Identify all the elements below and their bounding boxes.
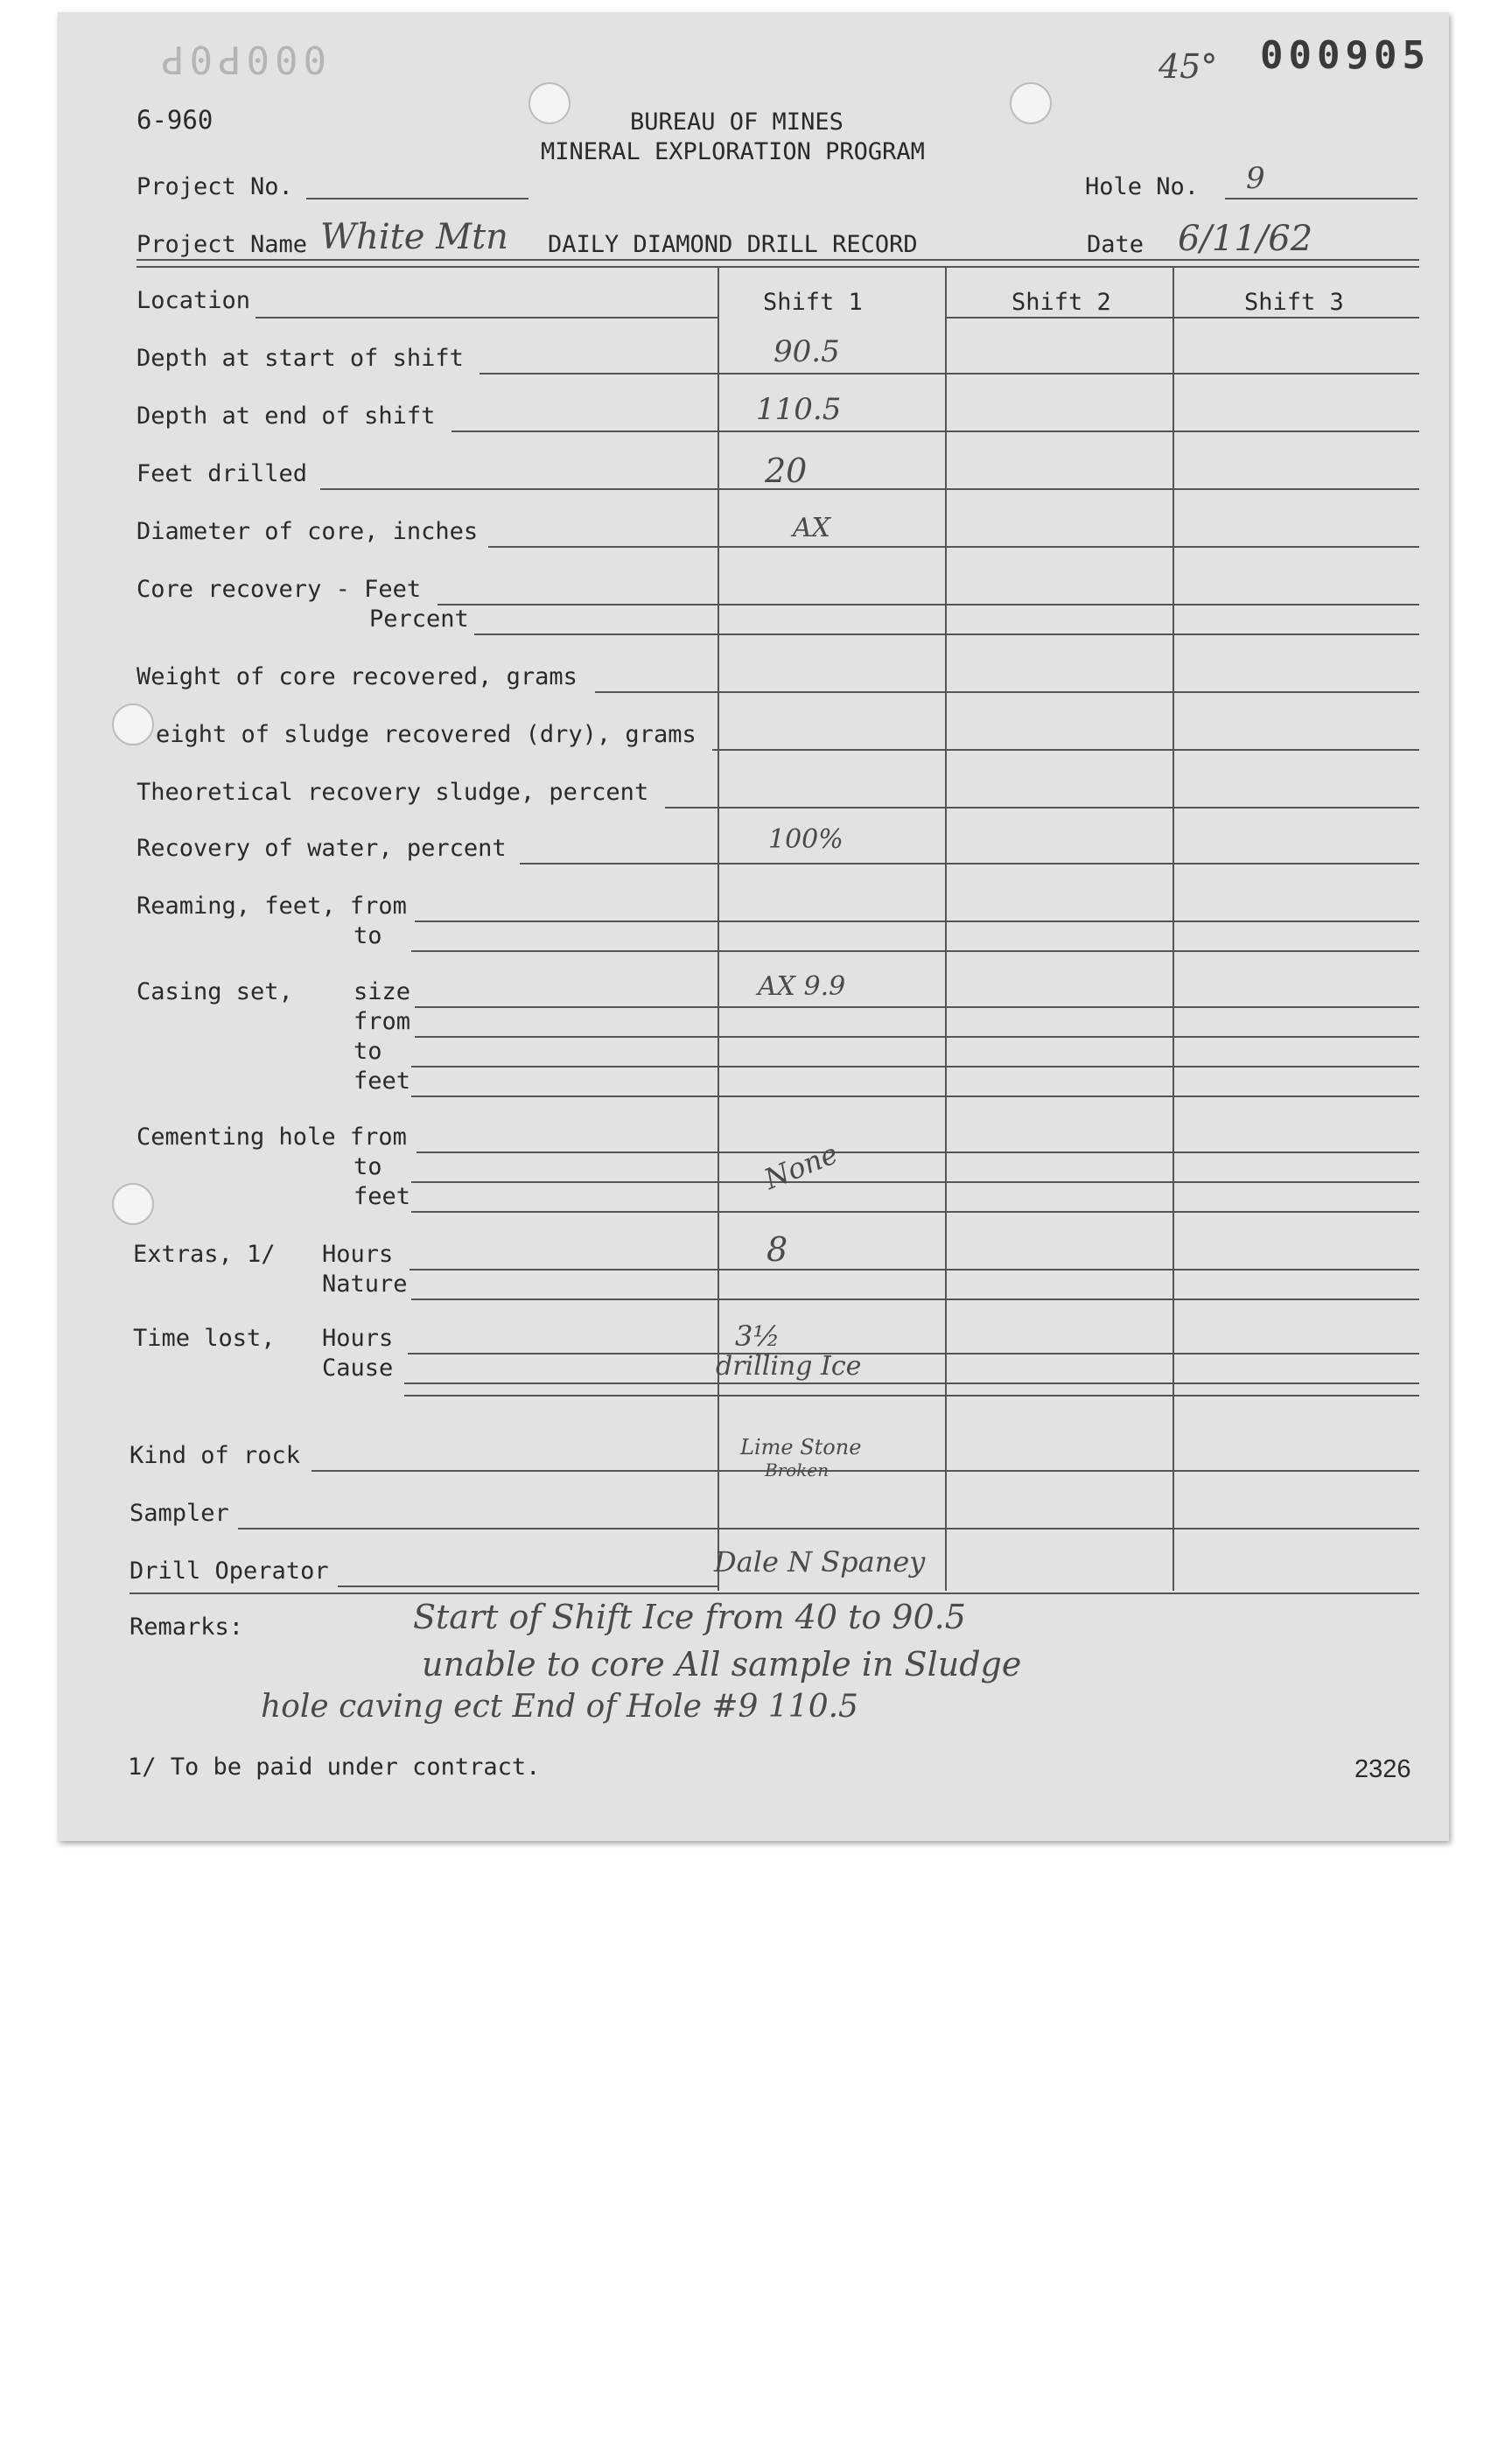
row-line (415, 920, 1419, 922)
casing-size-value: AX 9.9 (758, 971, 846, 1002)
punch-hole (528, 82, 570, 124)
form-sheet (58, 12, 1449, 1841)
hole-no-label: Hole No. (1085, 173, 1200, 200)
faint-stamp: 000P0P (156, 37, 326, 81)
document-number-stamp: 000905 (1260, 33, 1431, 78)
time-lost-hours-value: 3½ (735, 1320, 780, 1353)
row-line (665, 807, 1419, 808)
row-label-weight-sludge: eight of sludge recovered (dry), grams (156, 721, 696, 748)
column-divider (1172, 268, 1174, 1591)
row-label-cementing: Cementing hole from (136, 1124, 407, 1151)
depth-end-value: 110.5 (756, 392, 842, 427)
punch-hole (112, 1183, 154, 1225)
row-line (416, 1152, 1419, 1153)
row-label-theoretical: Theoretical recovery sludge, percent (136, 779, 649, 806)
row-label-cementing-feet: feet (354, 1183, 411, 1210)
row-label-location: Location (136, 287, 251, 314)
row-label-reaming-to: to (354, 922, 382, 949)
project-name-label: Project Name (136, 231, 308, 258)
record-title: DAILY DIAMOND DRILL RECORD (548, 231, 918, 258)
diameter-value: AX (793, 513, 831, 543)
column-header-shift-2: Shift 2 (1012, 289, 1111, 316)
row-label-casing-to: to (354, 1038, 382, 1065)
row-label-core-recovery: Core recovery - Feet (136, 576, 422, 603)
row-label-time-lost-cause: Cause (322, 1354, 394, 1382)
row-label-time-lost-hours: Hours (322, 1325, 394, 1352)
row-label-cementing-to: to (354, 1153, 382, 1180)
rock-value-line1: Lime Stone (740, 1435, 862, 1460)
row-line (408, 1353, 1419, 1354)
row-label-diameter: Diameter of core, inches (136, 518, 479, 545)
column-header-shift-1: Shift 1 (763, 289, 863, 316)
agency-title: BUREAU OF MINES (630, 108, 844, 136)
row-label-casing-feet: feet (354, 1068, 411, 1095)
row-line (256, 317, 718, 318)
row-line (712, 749, 1419, 751)
row-label-percent: Percent (369, 606, 469, 633)
punch-hole (1010, 82, 1052, 124)
header-rule (136, 266, 1419, 268)
row-label-operator: Drill Operator (130, 1558, 329, 1585)
feet-drilled-value: 20 (765, 452, 808, 490)
footnote: 1/ To be paid under contract. (128, 1754, 541, 1781)
date-value: 6/11/62 (1178, 219, 1313, 259)
row-line (404, 1382, 1419, 1384)
row-label-extras-nature: Nature (322, 1270, 408, 1298)
time-lost-cause-value: drilling Ice (716, 1351, 862, 1382)
row-line (520, 863, 1419, 864)
angle-note: 45° (1158, 47, 1218, 86)
row-line (411, 950, 1419, 952)
row-label-casing: Casing set, (136, 978, 293, 1005)
row-line (595, 691, 1419, 693)
hole-no-line (1225, 198, 1418, 200)
row-line (411, 1181, 1419, 1183)
row-label-water: Recovery of water, percent (136, 835, 507, 862)
row-line (338, 1586, 718, 1587)
hole-no-value: 9 (1246, 161, 1265, 196)
row-label-feet-drilled: Feet drilled (136, 460, 308, 487)
project-no-line (306, 198, 528, 200)
row-line (945, 317, 1419, 318)
row-line (411, 1298, 1419, 1300)
row-line (312, 1470, 1419, 1472)
cementing-value: None (760, 1137, 843, 1196)
form-code: 2326 (1354, 1755, 1411, 1783)
remarks-label: Remarks: (130, 1614, 244, 1641)
project-name-value: White Mtn (320, 217, 508, 257)
row-label-time-lost: Time lost, (133, 1325, 276, 1352)
row-line (411, 1066, 1419, 1068)
rock-value-line2: Broken (765, 1460, 830, 1480)
column-header-shift-3: Shift 3 (1244, 289, 1344, 316)
row-line (320, 488, 1419, 490)
project-no-label: Project No. (136, 173, 293, 200)
date-label: Date (1087, 231, 1144, 258)
row-line (410, 1269, 1419, 1270)
row-line (452, 430, 1419, 432)
depth-start-value: 90.5 (774, 334, 840, 369)
row-label-reaming: Reaming, feet, from (136, 892, 407, 920)
header-rule (136, 259, 1419, 261)
row-label-weight-core: Weight of core recovered, grams (136, 663, 578, 690)
row-line (488, 546, 1419, 548)
row-line (411, 1211, 1419, 1213)
remarks-line-1: Start of Shift Ice from 40 to 90.5 (413, 1598, 966, 1636)
column-divider (945, 268, 947, 1591)
operator-signature: Dale N Spaney (714, 1545, 926, 1578)
row-label-depth-end: Depth at end of shift (136, 402, 436, 430)
form-number: 6-960 (136, 105, 214, 135)
row-label-extras-hours: Hours (322, 1241, 394, 1268)
row-label-sampler: Sampler (130, 1500, 229, 1527)
row-label-casing-from: from (354, 1008, 411, 1035)
column-divider (718, 268, 719, 1591)
row-line (238, 1528, 1419, 1530)
extras-hours-value: 8 (766, 1230, 788, 1269)
row-line (415, 1006, 1419, 1008)
table-bottom-rule (130, 1592, 1419, 1594)
remarks-line-3: hole caving ect End of Hole #9 110.5 (261, 1689, 858, 1725)
row-label-depth-start: Depth at start of shift (136, 345, 464, 372)
row-label-casing-size: size (354, 978, 411, 1005)
row-label-extras: Extras, 1/ (133, 1241, 276, 1268)
row-line (411, 1096, 1419, 1097)
row-line (438, 604, 1419, 606)
row-line (480, 373, 1419, 374)
row-line (474, 634, 1419, 635)
punch-hole (112, 704, 154, 746)
row-line (404, 1395, 1419, 1396)
remarks-line-2: unable to core All sample in Sludge (422, 1645, 1022, 1684)
row-label-rock: Kind of rock (130, 1442, 301, 1469)
row-line (415, 1036, 1419, 1038)
program-title: MINERAL EXPLORATION PROGRAM (541, 138, 925, 165)
water-value: 100% (768, 824, 844, 855)
